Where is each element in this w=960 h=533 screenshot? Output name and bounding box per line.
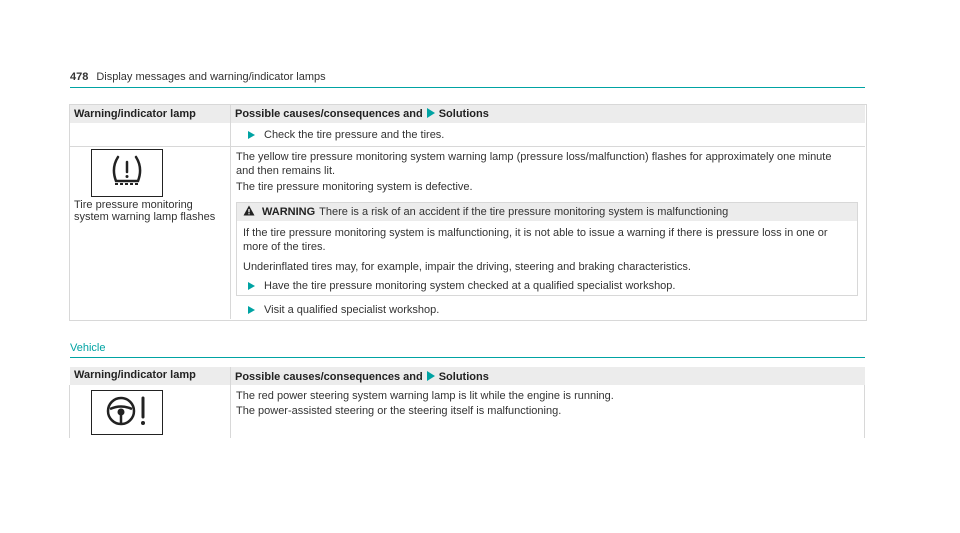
table1-row1-step — [248, 128, 444, 142]
warning-step-text: Have the tire pressure monitoring system checked at a qualified specialist workshop. — [264, 280, 676, 292]
table2-col1-header: Warning/indicator lamp — [74, 369, 196, 381]
warning-header — [243, 205, 728, 219]
table2-row1-p1: The red power steering system warning lamp is lit while the engine is running. — [236, 390, 614, 402]
table2-col2-header-post: Solutions — [438, 371, 489, 383]
table1-row2-step-text: Visit a qualified specialist workshop. — [264, 304, 440, 316]
page-title: Display messages and warning/indicator lamps — [96, 71, 326, 83]
section-title: Vehicle — [70, 342, 106, 354]
table1-row2-step — [248, 303, 439, 317]
table1-col2-header — [235, 108, 489, 120]
step-arrow-icon — [248, 131, 255, 139]
table2-row1-p2: The power-assisted steering or the steering itself is malfunctioning. — [236, 405, 562, 417]
table1-col1-header: Warning/indicator lamp — [74, 108, 196, 120]
power-steering-warning-icon — [91, 390, 163, 435]
warning-step — [248, 279, 675, 293]
table2-col2-header — [235, 371, 489, 383]
tire-pressure-warning-icon — [91, 149, 163, 197]
table1-row2-p2: The tire pressure monitoring system is defective. — [236, 181, 473, 193]
table2-col-divider — [230, 367, 231, 438]
solution-arrow-icon — [427, 371, 435, 381]
table2-col2-header-pre: Possible causes/consequences and — [235, 371, 423, 383]
table1-col-divider — [230, 105, 231, 319]
table2-right-border — [864, 385, 865, 438]
table1-row1-step-text: Check the tire pressure and the tires. — [264, 129, 445, 141]
table1-col2-header-pre: Possible causes/consequences and — [235, 108, 423, 120]
section-rule — [70, 357, 865, 358]
warning-label: WARNING — [262, 206, 316, 218]
table1-row2-lamp-label: Tire pressure monitoring system warning lamp flashes — [74, 199, 216, 223]
table1-col2-header-post: Solutions — [438, 108, 489, 120]
page-header — [70, 71, 326, 83]
warning-p2: Underinflated tires may, for example, impair the driving, steering and braking characteristics. — [243, 261, 691, 273]
step-arrow-icon — [248, 282, 255, 290]
table2-left-border — [69, 385, 70, 438]
solution-arrow-icon — [427, 108, 435, 118]
step-arrow-icon — [248, 306, 255, 314]
warning-p1: If the tire pressure monitoring system is malfunctioning, it is not able to issue a warning if there is pressure loss in one or more of the tires. — [243, 227, 828, 253]
table1-row2-p1: The yellow tire pressure monitoring system warning lamp (pressure loss/malfunction) flashes for approximately one minute and then remains lit. — [236, 151, 832, 177]
header-rule — [70, 87, 865, 88]
warning-title: There is a risk of an accident if the tire pressure monitoring system is malfunctioning — [319, 206, 729, 218]
warning-triangle-icon — [243, 205, 255, 216]
page-number: 478 — [70, 71, 89, 83]
table1-row-divider — [70, 146, 865, 147]
